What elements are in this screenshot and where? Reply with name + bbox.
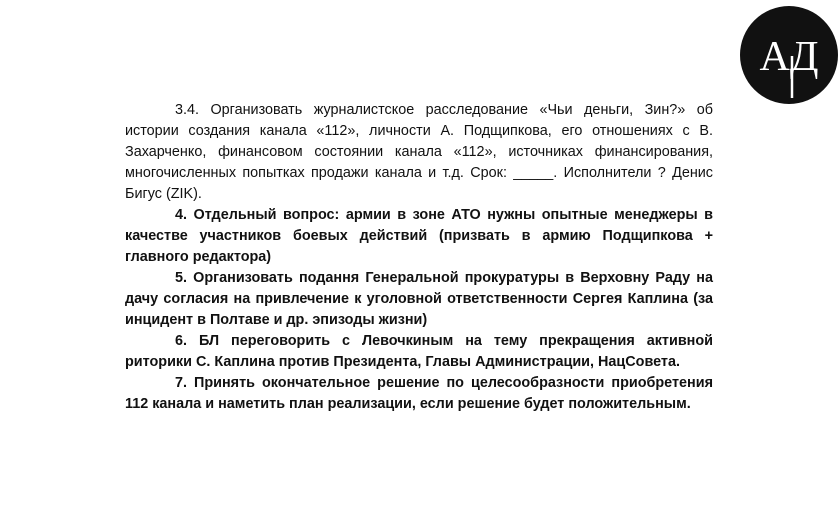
paragraph-7: 7. Принять окончательное решение по целесообразности приобретения 112 канала и наметить план реализации, если решение будет положительным.	[125, 375, 713, 412]
ad-logo-icon	[740, 6, 838, 104]
paragraph-3-4: 3.4. Организовать журналистское расследование «Чьи деньги, Зин?» об истории создания канала «112», личности А. Подщипкова, его отношениях с В. Захарченко, финансовом состоянии канала «112», источниках финансирования, многочисленных попытках продажи канала и т.д. Срок: _____. Исполнители ? Денис Бигус (ZIK).	[125, 102, 713, 202]
logo-text: АД	[759, 34, 819, 80]
document-body	[125, 100, 713, 415]
paragraph-6: 6. БЛ переговорить с Левочкиным на тему прекращения активной риторики С. Каплина против Президента, Главы Администрации, НацСовета.	[125, 333, 713, 370]
ad-logo	[740, 6, 838, 104]
paragraph-4: 4. Отдельный вопрос: армии в зоне АТО нужны опытные менеджеры в качестве участников боевых действий (призвать в армию Подщипкова + главного редактора)	[125, 207, 713, 265]
paragraph-5: 5. Организовать подання Генеральной прокуратуры в Верховну Раду на дачу согласия на привлечение к уголовной ответственности Сергея Каплина (за инцидент в Полтаве и др. эпизоды жизни)	[125, 270, 713, 328]
